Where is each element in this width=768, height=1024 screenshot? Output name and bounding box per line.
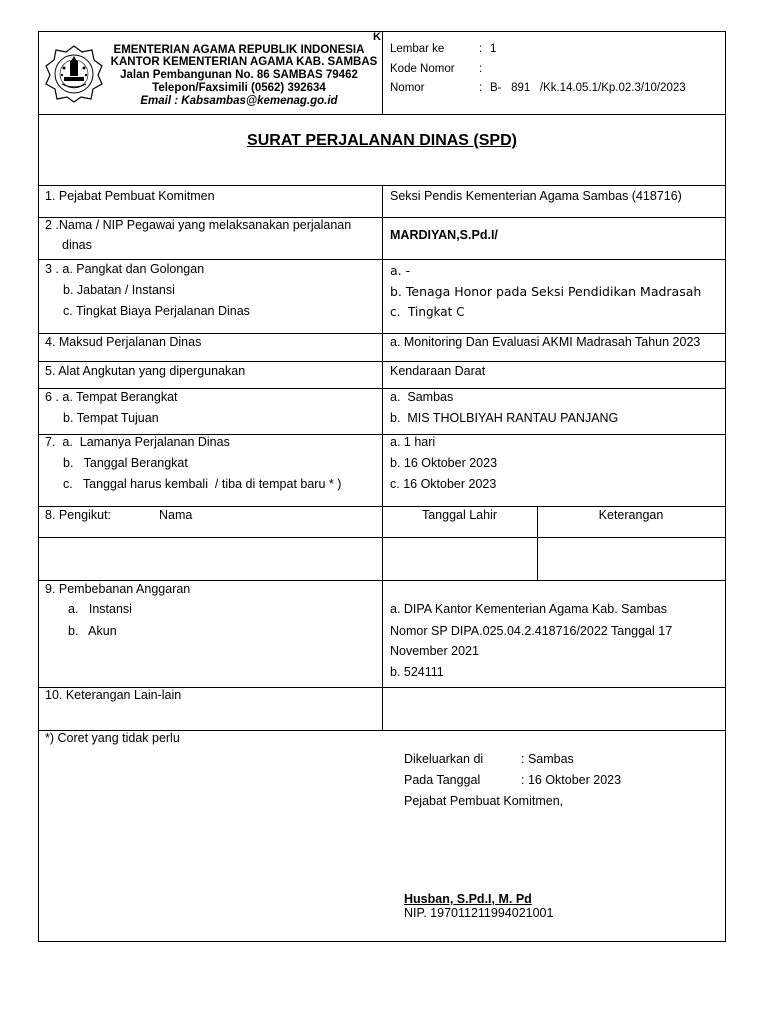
- frame-bottom: [38, 941, 726, 942]
- r1-value: Seksi Pendis Kementerian Agama Sambas (418716): [390, 189, 682, 203]
- r7-label-b: b. Tanggal Berangkat: [63, 456, 188, 470]
- r3-value-a: a. -: [390, 263, 411, 278]
- r5-value: Kendaraan Darat: [390, 364, 486, 378]
- r9-label: 9. Pembebanan Anggaran: [45, 582, 191, 596]
- email-value: Kabsambas@kemenag.go.id: [181, 95, 338, 107]
- r8-label: 8. Pengikut:: [45, 508, 112, 522]
- r1-label: 1. Pejabat Pembuat Komitmen: [45, 189, 215, 203]
- r3-label-c: c. Tingkat Biaya Perjalanan Dinas: [63, 304, 250, 318]
- divider-header-col: [382, 31, 383, 115]
- r7-label-c: c. Tanggal harus kembali / tiba di tempat baru * ): [63, 477, 342, 491]
- header-phone: Telepon/Faxsimili (0562) 392634: [152, 82, 326, 94]
- r2-label-1: 2 .Nama / NIP Pegawai yang melaksanakan perjalanan: [45, 218, 352, 232]
- header-ministry: EMENTERIAN AGAMA REPUBLIK INDONESIA: [113, 44, 365, 56]
- r9-value-2: Nomor SP DIPA.025.04.2.418716/2022 Tanggal 17: [390, 624, 673, 638]
- r9-value-4: b. 524111: [390, 665, 444, 679]
- r2-label-2: dinas: [62, 238, 92, 252]
- meta-nomor-label: Nomor: [390, 82, 425, 94]
- r9-value-3: November 2021: [390, 644, 479, 658]
- r3-label-a: 3 . a. Pangkat dan Golongan: [45, 262, 205, 276]
- meta-lembar-colon: :: [479, 43, 483, 55]
- meta-nomor-value: B- 891 /Kk.14.05.1/Kp.02.3/10/2023: [490, 82, 686, 94]
- r9-label-b: b. Akun: [68, 624, 117, 638]
- meta-kode-colon: :: [479, 63, 483, 75]
- r6-value-a: a. Sambas: [390, 390, 454, 404]
- header-address: Jalan Pembangunan No. 86 SAMBAS 79462: [120, 69, 358, 81]
- r10-label: 10. Keterangan Lain-lain: [45, 688, 182, 702]
- r5-label: 5. Alat Angkutan yang dipergunakan: [45, 364, 246, 378]
- r8-nama-header: Nama: [159, 508, 193, 522]
- meta-kode-label: Kode Nomor: [390, 63, 455, 75]
- signer-title: Pejabat Pembuat Komitmen,: [404, 794, 564, 808]
- frame-right: [725, 31, 726, 942]
- r9-value-1: a. DIPA Kantor Kementerian Agama Kab. Sambas: [390, 602, 668, 616]
- header-email: [108, 95, 370, 108]
- meta-lembar-label: Lembar ke: [390, 43, 445, 55]
- divider-body-col: [382, 185, 383, 731]
- r7-value-c: c. 16 Oktober 2023: [390, 477, 497, 491]
- r8-tgl-header: Tanggal Lahir: [421, 508, 498, 522]
- stray-letter: K: [373, 31, 381, 43]
- issued-at-label: Dikeluarkan di: [404, 752, 484, 766]
- r6-value-b: b. MIS THOLBIYAH RANTAU PANJANG: [390, 411, 619, 425]
- meta-lembar-value: 1: [490, 43, 497, 55]
- header-office: KANTOR KEMENTERIAN AGAMA KAB. SAMBAS: [110, 56, 378, 68]
- footnote: *) Coret yang tidak perlu: [45, 731, 180, 745]
- r7-value-a: a. 1 hari: [390, 435, 436, 449]
- r3-value-b: b. Tenaga Honor pada Seksi Pendidikan Madrasah: [390, 284, 702, 299]
- r2-value: MARDIYAN,S.Pd.I/: [390, 228, 498, 242]
- r4-value: a. Monitoring Dan Evaluasi AKMI Madrasah Tahun 2023: [390, 335, 701, 349]
- frame-left: [38, 31, 39, 942]
- r7-value-b: b. 16 Oktober 2023: [390, 456, 498, 470]
- r9-label-a: a. Instansi: [68, 602, 132, 616]
- r3-value-c: c. Tingkat C: [390, 305, 465, 319]
- r6-label-a: 6 . a. Tempat Berangkat: [45, 390, 178, 404]
- issued-date-value: : 16 Oktober 2023: [521, 773, 622, 787]
- meta-nomor-colon: :: [479, 82, 483, 94]
- email-label: Email :: [140, 95, 182, 107]
- ministry-logo: [44, 44, 104, 104]
- r6-label-b: b. Tempat Tujuan: [63, 411, 159, 425]
- document-title: SURAT PERJALANAN DINAS (SPD): [247, 132, 517, 149]
- signer-name: Husban, S.Pd.I, M. Pd: [404, 892, 532, 906]
- r3-label-b: b. Jabatan / Instansi: [63, 283, 175, 297]
- r7-label-a: 7. a. Lamanya Perjalanan Dinas: [45, 435, 230, 449]
- issued-date-label: Pada Tanggal: [404, 773, 481, 787]
- signer-nip: NIP. 197011211994021001: [404, 906, 554, 920]
- r4-label: 4. Maksud Perjalanan Dinas: [45, 335, 202, 349]
- issued-at-value: : Sambas: [521, 752, 574, 766]
- r8-ket-header: Keterangan: [598, 508, 664, 522]
